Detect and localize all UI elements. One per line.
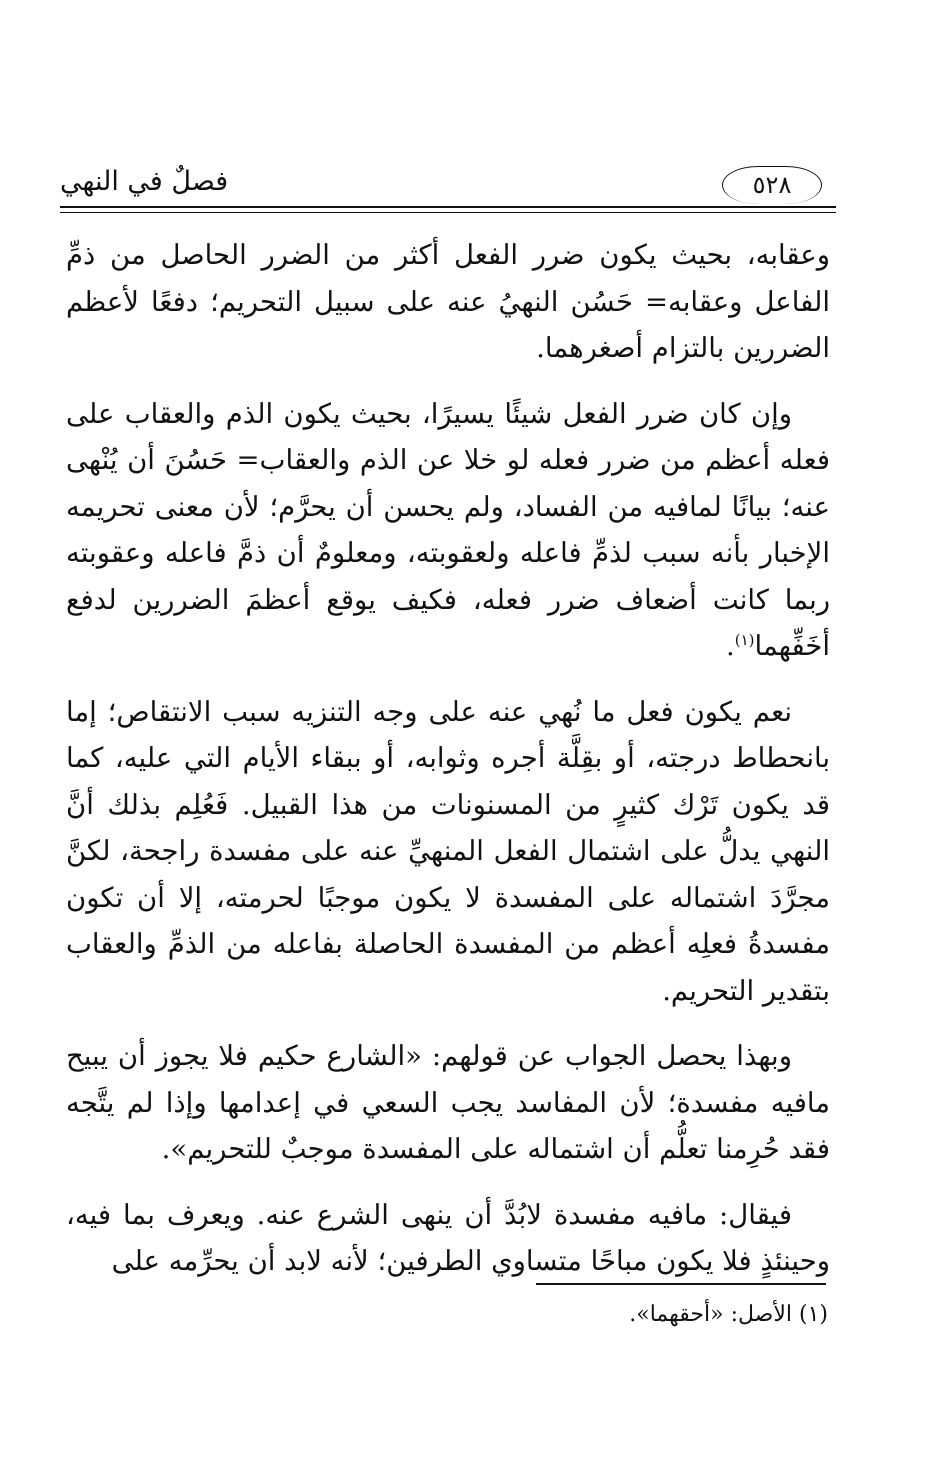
paragraph: وعقابه، بحيث يكون ضرر الفعل أكثر من الضرر الحاصل من ذمِّ الفاعل وعقابه= حَسُن النهيُ عنه على سبيل التحريم؛ دفعًا لأعظم الضررين بالتزام أصغرهما.: [66, 239, 830, 364]
header-rule-thick: [60, 206, 836, 208]
paragraph-text: وإن كان ضرر الفعل شيئًا يسيرًا، بحيث يكون الذم والعقاب على فعله أعظم من ضرر فعله لو خلا عن الذم والعقاب= حَسُنَ أن يُنْهى عنه؛ بيانًا لمافيه من الفساد، ولم يحسن أن يحرَّم؛ لأن معنى تحريمه الإخبار بأنه سبب لذمِّ فاعله ولعقوبته، ومعلومٌ أن ذمَّ فاعله وعقوبته ربما كانت أضعاف ضرر فعله، فكيف يوقع أعظمَ الضررين لدفع أخَفِّهما: [66, 397, 830, 662]
footnote-separator: [536, 1283, 826, 1285]
page-number: ٥٢٨: [722, 166, 822, 204]
paragraph: وبهذا يحصل الجواب عن قولهم: «الشارع حكيم فلا يجوز أن يبيح مافيه مفسدة؛ لأن المفاسد يجب السعي في إعدامها وإذا لم يتَّجه فقد حُرِمنا تعلُّم أن اشتماله على المفسدة موجبٌ للتحريم».: [66, 1040, 830, 1165]
footnote-reference: (١): [734, 630, 755, 649]
paragraph: نعم يكون فعل ما نُهي عنه على وجه التنزيه سبب الانتقاص؛ إما بانحطاط درجته، أو بقِلَّة أجره وثوابه، أو ببقاء الأيام التي عليه، كما قد يكون تَرْك كثيرٍ من المسنونات من هذا القبيل. فَعُلِم بذلك أنَّ النهي يدلُّ على اشتمال الفعل المنهيِّ عنه على مفسدة راجحة، لكنَّ مجرَّدَ اشتماله على المفسدة لا يكون موجبًا لحرمته، إلا أن تكون مفسدةُ فعلِه أعظم من المفسدة الحاصلة بفاعله من الذمِّ والعقاب بتقدير التحريم.: [66, 695, 830, 1007]
paragraph: فيقال: مافيه مفسدة لابُدَّ أن ينهى الشرع عنه. ويعرف بما فيه، وحينئذٍ فلا يكون مباحًا متساوي الطرفين؛ لأنه لابد أن يحرِّمه على: [66, 1198, 830, 1277]
body-text: [66, 232, 830, 1304]
footnote: (١) الأصل: «أحقهما».: [629, 1302, 828, 1327]
paragraph: [66, 391, 830, 670]
paragraph-end: .: [725, 630, 735, 662]
chapter-title: فصلٌ في النهي: [60, 166, 229, 197]
header-rule-thin: [60, 212, 836, 213]
